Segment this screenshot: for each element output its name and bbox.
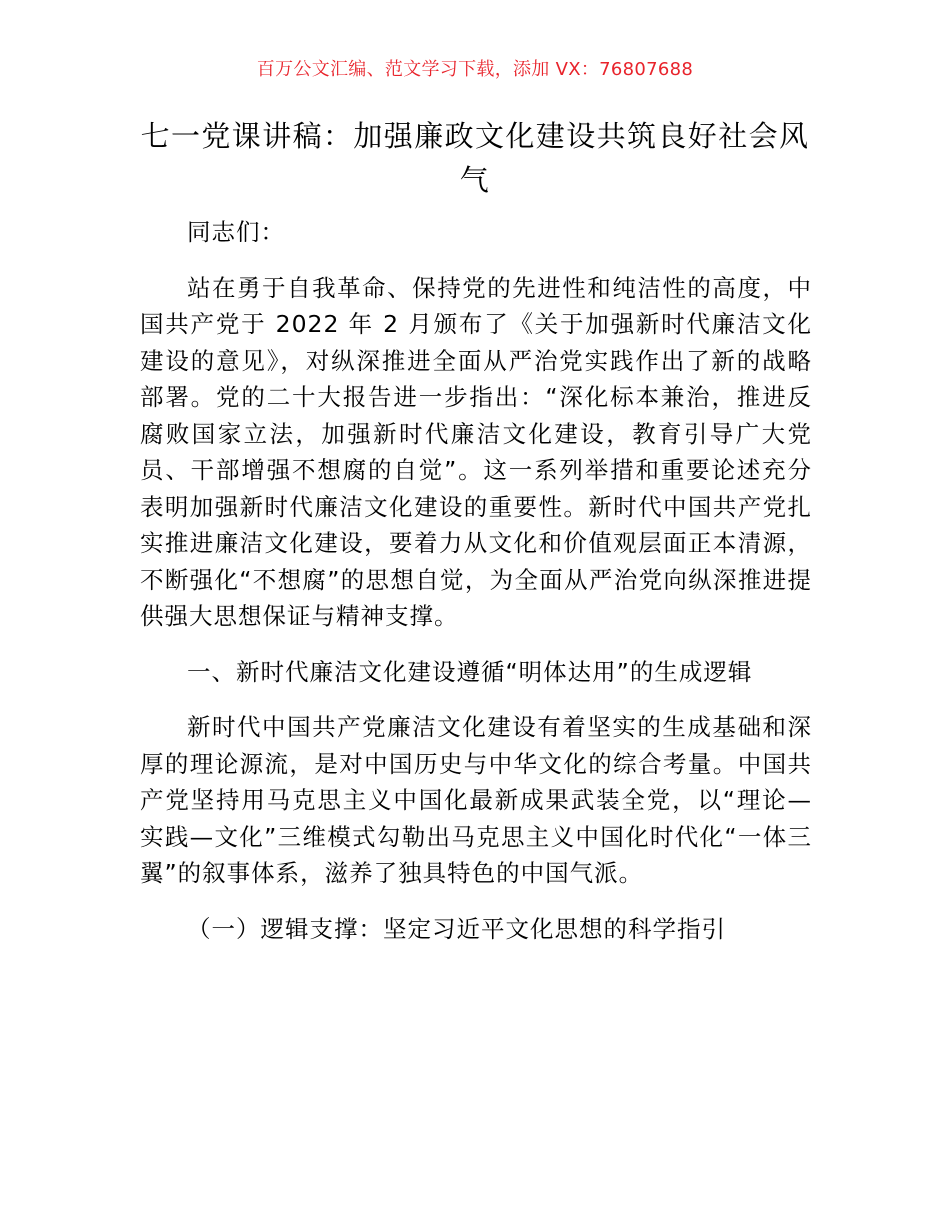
section-heading: 一、新时代廉洁文化建设遵循“明体达用”的生成逻辑 xyxy=(187,657,753,686)
document-title: 七一党课讲稿：加强廉政文化建设共筑良好社会风气 xyxy=(140,119,810,197)
body-paragraph: 站在勇于自我革命、保持党的先进性和纯洁性的高度，中国共产党于 2022 年 2 月颁布了《关于加强新时代廉洁文化建设的意见》，对纵深推进全面从严治党实践作出了新的战略部署。党的二十大报告进一步指出：“深化标本兼治，推进反腐败国家立法，加强新时代廉洁文化建设，教育引导广大党员、干部增强不想腐的自觉”。这一系列举措和重要论述充分表明加强新时代廉洁文化建设的重要性。新时代中国共产党扎实推进廉洁文化建设，要着力从文化和价值观层面正本清源，不断强化“不想腐”的思想自觉，为全面从严治党向纵深推进提供强大思想保证与精神支撑。 xyxy=(140,273,812,630)
subsection-heading: （一）逻辑支撑：坚定习近平文化思想的科学指引 xyxy=(187,914,726,943)
greeting: 同志们： xyxy=(187,218,285,246)
watermark-banner: 百万公文汇编、范文学习下载，添加 VX：76807688 xyxy=(256,59,694,80)
document-body xyxy=(140,214,812,947)
section-paragraph: 新时代中国共产党廉洁文化建设有着坚实的生成基础和深厚的理论源流，是对中国历史与中华文化的综合考量。中国共产党坚持用马克思主义中国化最新成果武装全党，以“理论—实践—文化”三维模式勾勒出马克思主义中国化时代化“一体三翼”的叙事体系，滋养了独具特色的中国气派。 xyxy=(140,713,812,887)
